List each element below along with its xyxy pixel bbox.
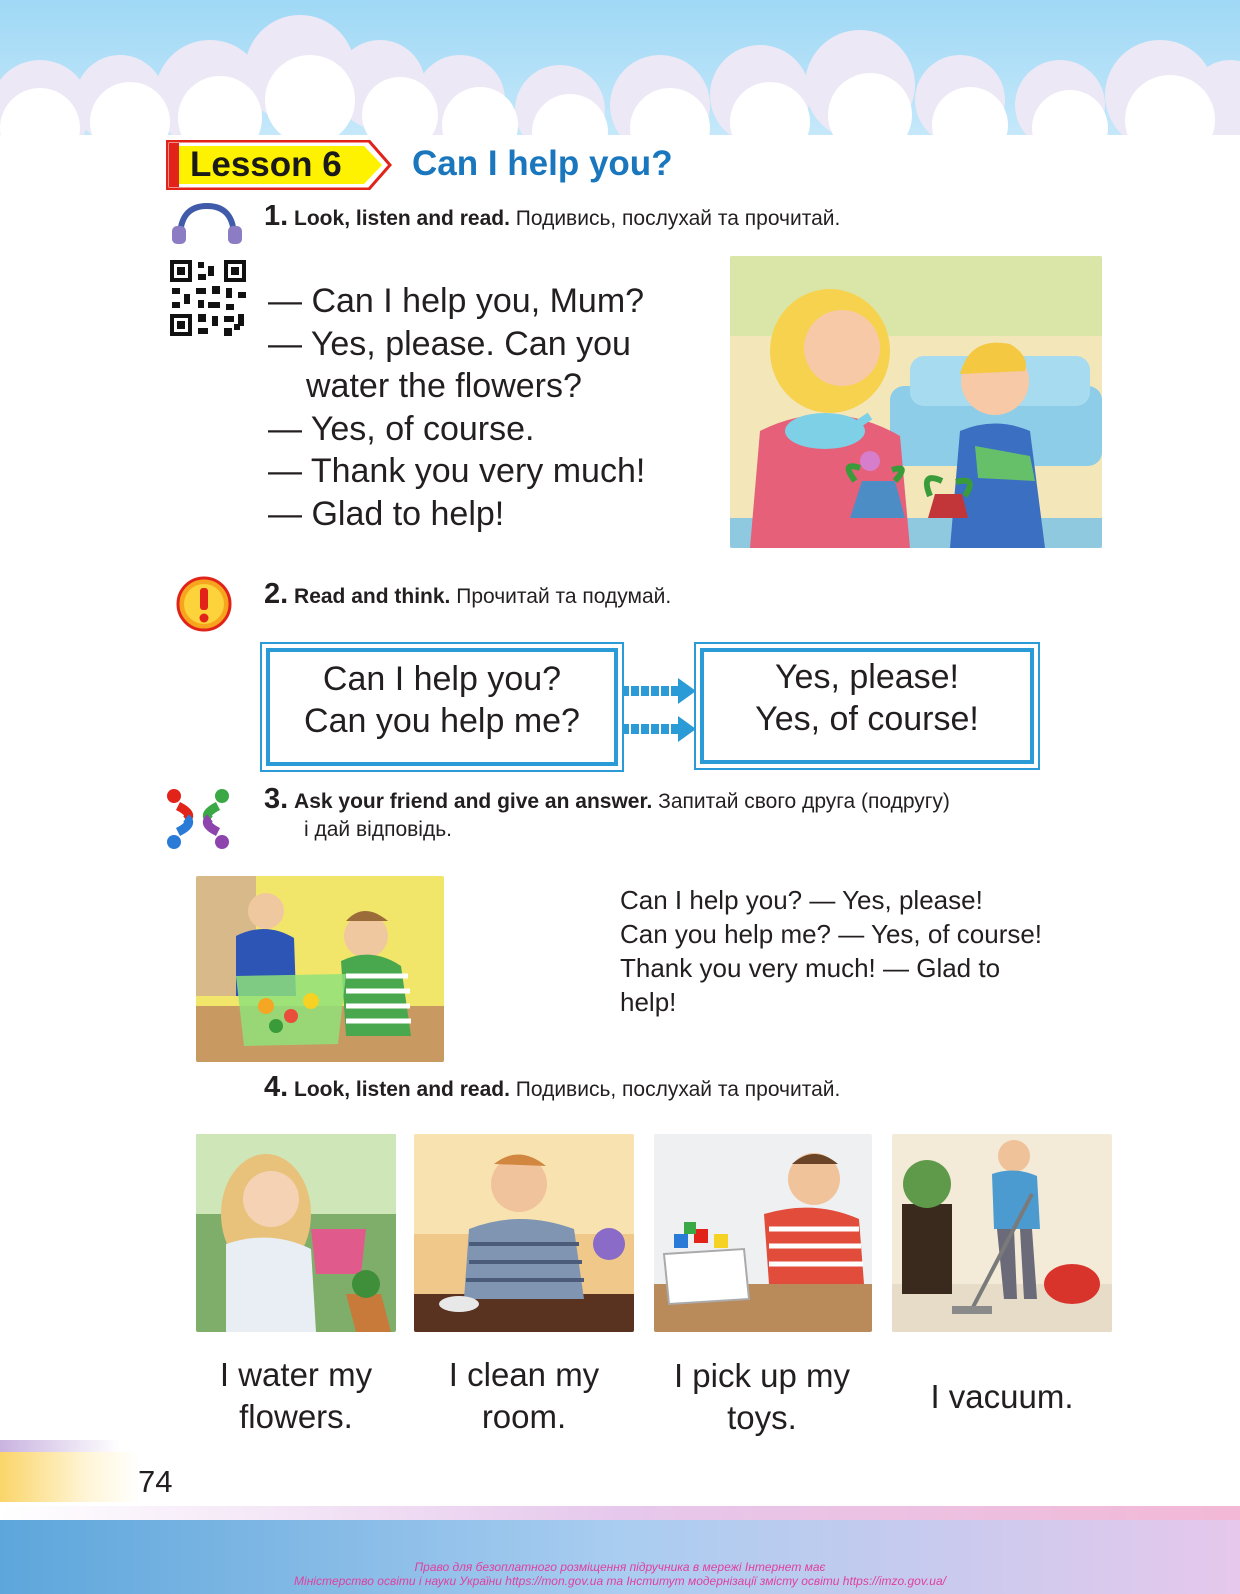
exercise-1-number: 1.: [264, 200, 289, 232]
caption-line: I clean my: [448, 1356, 600, 1393]
boy-vacuuming-photo: [892, 1134, 1112, 1332]
headphones-icon: [170, 202, 244, 246]
page-number: 74: [138, 1464, 173, 1499]
dialogue-line: — Yes, of course.: [268, 409, 535, 448]
caption-pick-up-toys: [652, 1355, 872, 1439]
caption-clean-room: [414, 1354, 634, 1438]
dialogue-line: Can you help me? — Yes, of course!: [620, 919, 1043, 949]
dialogue-line: — Thank you very much!: [268, 452, 646, 490]
caption-line: toys.: [727, 1399, 797, 1436]
exclamation-icon: [176, 576, 232, 632]
dialogue: [268, 280, 645, 535]
question-line: Can I help you?: [322, 660, 562, 698]
girl-watering-flowers-photo: [196, 1134, 396, 1332]
exercise-4-instruction-ua: Подивись, послухай та прочитай.: [515, 1078, 841, 1101]
arrows-icon: [620, 676, 698, 744]
caption-line: I water my: [219, 1356, 373, 1393]
exercise-3-instruction-ua-2: і дай відповідь.: [304, 818, 452, 841]
exercise-2-instruction: Read and think.: [294, 585, 451, 608]
exercise-1-heading: [264, 202, 840, 233]
exercise-4-heading: [264, 1073, 840, 1104]
footer-line: Міністерство освіти і науки України https://mon.gov.ua та Інститут модернізації змісту освіти https://imzo.gov.ua/: [294, 1574, 946, 1588]
boys-with-toy-box-photo: [196, 876, 444, 1062]
mum-and-boy-watering-illustration: [730, 256, 1102, 548]
exercise-2-heading: [264, 580, 671, 611]
caption-vacuum: [892, 1376, 1112, 1418]
dialogue-line: Thank you very much! — Glad to: [620, 953, 1001, 983]
dialogue-line: — Can I help you, Mum?: [268, 282, 645, 320]
qr-code-icon[interactable]: [168, 258, 248, 338]
question-box: [266, 648, 618, 766]
dialogue-line: Can I help you? — Yes, please!: [620, 885, 983, 915]
exercise-3-number: 3.: [264, 783, 289, 815]
dialogue-line: water the flowers?: [306, 367, 582, 405]
lesson-label: Lesson 6: [190, 145, 342, 184]
exercise-2-instruction-ua: Прочитай та подумай.: [456, 585, 672, 608]
question-line: Can you help me?: [304, 702, 580, 740]
boy-cleaning-table-photo: [414, 1134, 634, 1332]
sky-header-background: [0, 0, 1240, 150]
exercise-4-number: 4.: [264, 1071, 289, 1103]
answer-line: Yes, please!: [775, 658, 959, 696]
caption-line: room.: [481, 1398, 567, 1435]
exercise-2-number: 2.: [264, 578, 289, 610]
caption-water-flowers: [186, 1354, 406, 1438]
exercise-3-heading: [264, 785, 1124, 844]
exercise-3-instruction-ua: Запитай свого друга (подругу): [658, 790, 950, 813]
dialogue-line: — Glad to help!: [268, 494, 505, 533]
dialogue-line: help!: [620, 987, 677, 1017]
answer-box: [700, 648, 1034, 764]
pair-work-icon: [164, 786, 232, 852]
caption-line: I vacuum.: [930, 1378, 1074, 1415]
exercise-1-instruction: Look, listen and read.: [294, 207, 510, 230]
exercise-1-instruction-ua: Подивись, послухай та прочитай.: [515, 207, 841, 230]
dialogue-line: — Yes, please. Can you: [268, 324, 631, 363]
footer-line: Право для безоплатного розміщення підручника в мережі Інтернет має: [414, 1560, 826, 1574]
boy-picking-up-toys-photo: [654, 1134, 872, 1332]
caption-line: flowers.: [239, 1398, 353, 1435]
exercise-3-instruction: Ask your friend and give an answer.: [294, 790, 653, 813]
exercise-4-instruction: Look, listen and read.: [294, 1078, 510, 1101]
copyright-footer: [0, 1560, 1240, 1588]
answer-line: Yes, of course!: [755, 700, 979, 738]
exercise-3-dialogue: [620, 883, 1100, 1019]
caption-line: I pick up my: [673, 1357, 851, 1394]
lesson-title: Can I help you?: [412, 144, 673, 183]
